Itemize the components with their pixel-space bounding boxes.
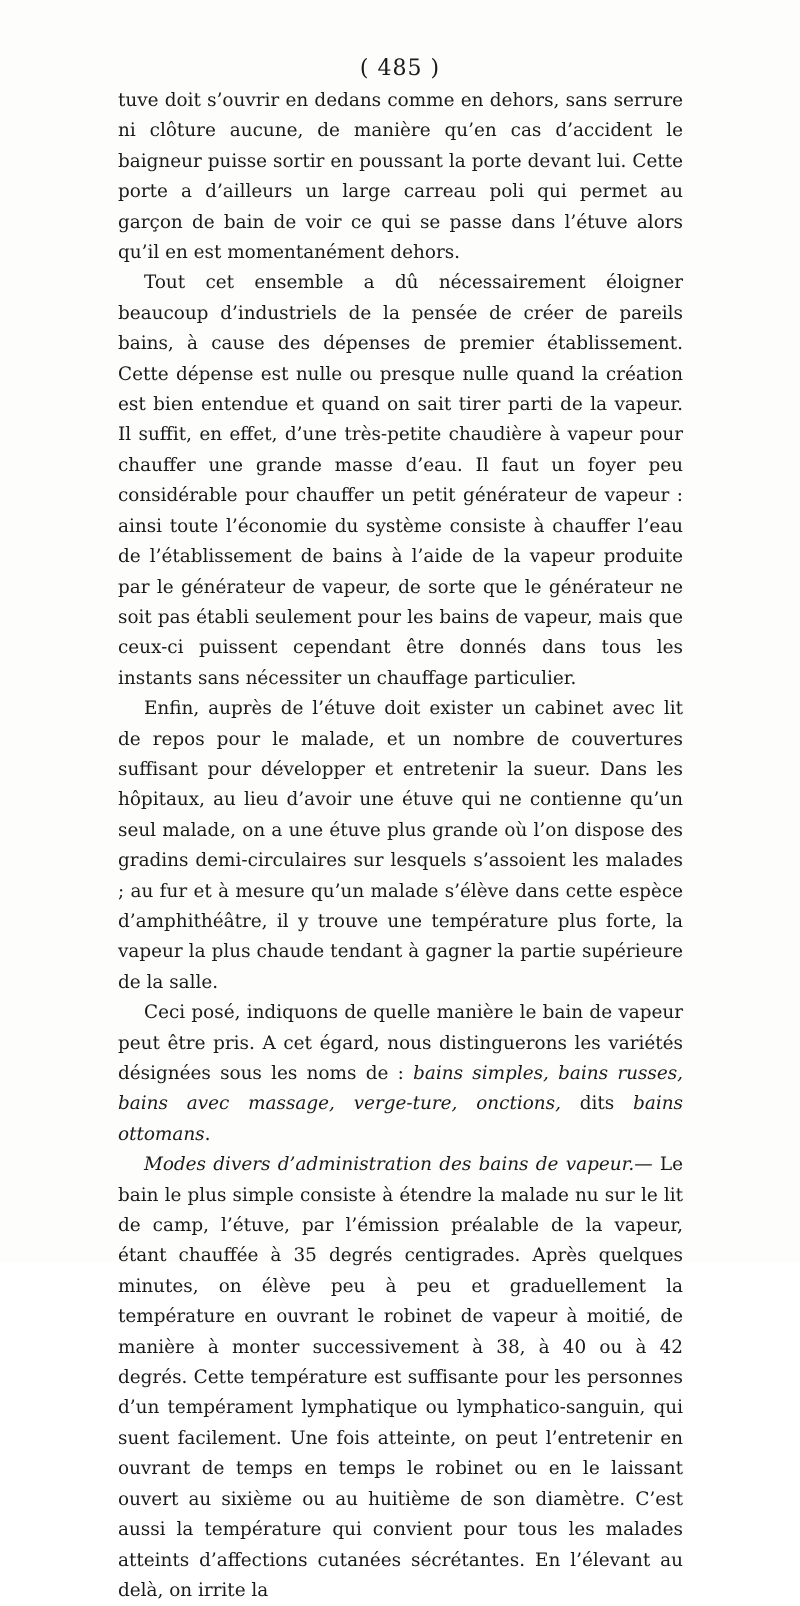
paragraph-4-end: . xyxy=(204,1123,211,1145)
page-number: ( 485 ) xyxy=(359,56,441,81)
paragraph-4 xyxy=(118,998,683,1150)
paragraph-4-text: Ceci posé, indiquons de quelle manière le bain de vapeur peut être pris. A cet égard, nous distinguerons les variétés désignées sous les noms de : xyxy=(118,1002,683,1084)
paragraph-5-text: — Le bain le plus simple consiste à étendre la malade nu sur le lit de camp, l’étuve, par l’émission préalable de la vapeur, étant chauffée à 35 degrés centigrades. Après quelques minutes, on élève peu à peu et graduellement la température en ouvrant le robinet de vapeur à moitié, de manière à monter successivement à 38, à 40 ou à 42 degrés. Cette température est suffisante pour les personnes d’un tempérament lymphatique ou lymphatico-sanguin, qui suent facilement. Une fois atteinte, on peut l’entretenir en ouvrant de temps en temps le robinet ou en le laissant ouvert au sixième ou au huitième de son diamètre. C’est aussi la température qui convient pour tous les malades atteints d’affections cutanées sécrétantes. En l’élevant au delà, on irrite la xyxy=(118,1154,683,1601)
paragraph-4-italic-ottomans: bains ottomans xyxy=(118,1093,683,1145)
paragraph-4-middle: dits xyxy=(560,1093,634,1115)
body-text xyxy=(118,86,683,1606)
section-heading-italic: Modes divers d’administration des bains de vapeur. xyxy=(144,1154,635,1176)
paragraph-4-italic-terms: bains simples, bains russes, bains avec massage, verge-ture, onctions, xyxy=(118,1063,683,1115)
paragraph-1: tuve doit s’ouvrir en dedans comme en dehors, sans serrure ni clôture aucune, de manière qu’en cas d’accident le baigneur puisse sortir en poussant la porte devant lui. Cette porte a d’ailleurs un large carreau poli qui permet au garçon de bain de voir ce qui se passe dans l’étuve alors qu’il en est momentanément dehors. xyxy=(118,90,683,264)
paragraph-3: Enfin, auprès de l’étuve doit exister un cabinet avec lit de repos pour le malade, et un nombre de couvertures suffisant pour développer et entretenir la sueur. Dans les hôpitaux, au lieu d’avoir une étuve qui ne contienne qu’un seul malade, on a une étuve plus grande où l’on dispose des gradins demi-circulaires sur lesquels s’assoient les malades ; au fur et à mesure qu’un malade s’élève dans cette espèce d’amphithéâtre, il y trouve une température plus forte, la vapeur la plus chaude tendant à gagner la partie supérieure de la salle. xyxy=(118,698,683,993)
paragraph-2: Tout cet ensemble a dû nécessairement éloigner beaucoup d’industriels de la pensée de créer de pareils bains, à cause des dépenses de premier établissement. Cette dépense est nulle ou presque nulle quand la création est bien entendue et quand on sait tirer parti de la vapeur. Il suffit, en effet, d’une très-petite chaudière à vapeur pour chauffer une grande masse d’eau. Il faut un foyer peu considérable pour chauffer un petit générateur de vapeur : ainsi toute l’économie du système consiste à chauffer l’eau de l’établissement de bains à l’aide de la vapeur produite par le générateur de vapeur, de sorte que le générateur ne soit pas établi seulement pour les bains de vapeur, mais que ceux-ci puissent cependant être donnés dans tous les instants sans nécessiter un chauffage particulier. xyxy=(118,272,683,689)
paragraph-5 xyxy=(118,1150,683,1606)
